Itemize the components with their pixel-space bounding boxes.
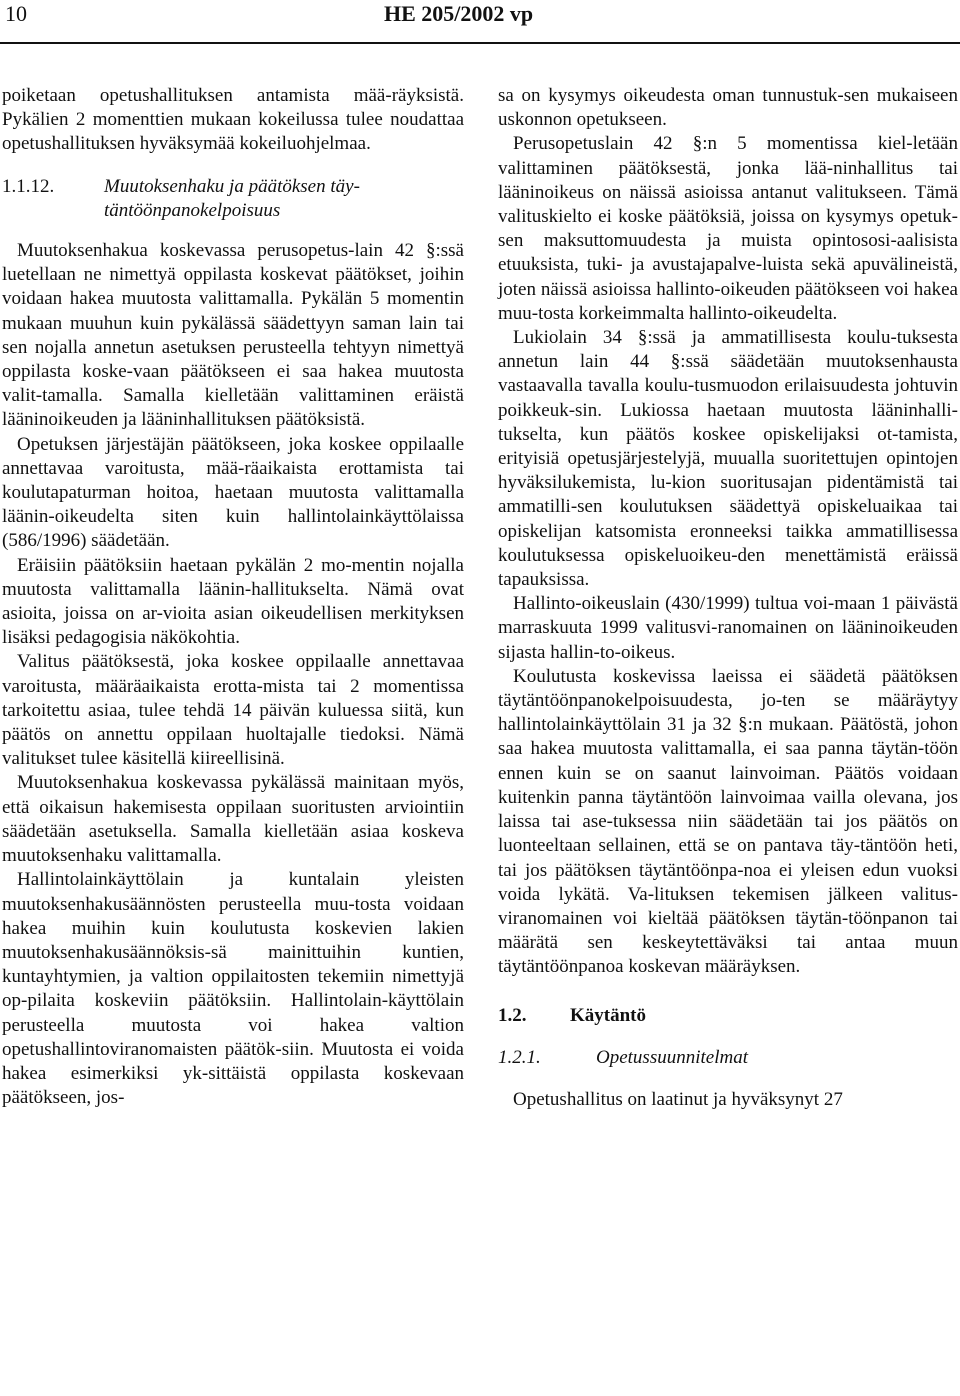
subsection-heading <box>498 1046 958 1070</box>
paragraph: sa on kysymys oikeudesta oman tunnustuk-sen mukaiseen uskonnon opetukseen. <box>498 85 958 131</box>
page-header <box>0 0 960 52</box>
paragraph: Opetushallitus on laatinut ja hyväksynyt 27 <box>513 1088 843 1110</box>
section-heading <box>498 1004 958 1028</box>
paragraph: Hallintolainkäyttölain ja kuntalain yleisten muutoksenhakusäännösten perusteella muu-tosta voidaan hakea muihin kuin koulutusta koskevien lakien muutoksenhakusäännöksis-sä mainittuihin kuntien, kuntayhtymien, ja valtion oppilaitosten tekemiin nimettyjä op-pilaita koskeviin päätöksiin. Hallintolain-käyttölain perusteella muutosta voi hakea valtion opetushallintoviranomaisten päätök-siin. Muutosta ei voida hakea esimerkiksi yk-sittäistä oppilasta koskevaan päätökseen, jos- <box>2 869 464 1109</box>
section-title: Käytäntö <box>570 1004 646 1026</box>
left-column <box>2 84 464 1110</box>
paragraph: Eräisiin päätöksiin haetaan pykälän 2 mo-mentin nojalla muutosta valittamalla läänin-hallitukselta. Nämä ovat asioita, joissa on ar-vioita asian oikeudellisen merkityksen lisäksi pedagogisia näkökohtia. <box>2 554 464 649</box>
page-number: 10 <box>5 1 27 26</box>
paragraph: Hallinto-oikeuslain (430/1999) tultua voi-maan 1 päivästä marraskuuta 1999 valitusvi-ranomainen on lääninoikeuden sijasta hallin-to-oikeus. <box>498 593 958 663</box>
subheading-number: 1.1.12. <box>2 175 55 197</box>
paragraph: Lukiolain 34 §:ssä ja ammatillisesta koulu-tuksesta annetun lain 44 §:ssä säädetään muutoksenhausta vastaavalla tavalla koulu-tusmuodon erilaisuudesta johtuvin poikkeuk-sin. Lukiossa haetaan muutosta lääninhalli-tukselta, kun päätös koskee opiskelijaksi ot-tamista, erityisiä opetusjärjestelyjä, muualla suoritettujen opintojen hyväksilukemista, lu-kion suoritusajan pidentämistä tai ammatilli-sen koulutuksen säädettyä opiskeluaikaa tai opiskelijan katsomista eronneeksi taikka ammatillisessa koulutuksessa opiskeluoikeu-den menettämistä eräissä tapauksissa. <box>498 327 958 591</box>
paragraph: Valitus päätöksestä, joka koskee oppilaalle annettavaa varoitusta, määräaikaista erotta-mista tai 2 momentissa tarkoitettu asiaa, tulee tehdä 14 päivän kuluessa siitä, kun päätös on annettu oppilaan huoltajalle tiedoksi. Nämä valitukset tulee käsitellä kiireellisinä. <box>2 651 464 770</box>
paragraph: Muutoksenhakua koskevassa pykälässä mainitaan myös, että oikaisun hakemisesta oppilaan suoritusten arviointiin säädetään asetuksella. Samalla kielletään asiaa koskeva muutoksenhaku valittamalla. <box>2 772 464 867</box>
paragraph: Muutoksenhakua koskevassa perusopetus-lain 42 §:ssä luetellaan ne nimettyä oppilasta koskevat päätökset, joihin voidaan hakea muutosta valittamalla. Pykälän 5 momentin mukaan muuhun kuin pykälässä säädettyyn saman lain tai sen nojalla annetun asetuksen perusteella tehtyyn nimettyä oppilasta koske-vaan päätökseen ei saa hakea muutosta valit-tamalla. Samalla kielletään valittaminen eräistä lääninoikeuden ja lääninhallituksen päätöksistä. <box>2 240 464 431</box>
subsection-number: 1.2.1. <box>498 1046 541 1068</box>
section-number: 1.2. <box>498 1004 527 1026</box>
paragraph: Koulutusta koskevissa laeissa ei säädetä päätöksen täytäntöönpanokelpoisuudesta, jo-ten se määräytyy hallintolainkäyttölain 31 ja 32 §:n mukaan. Päätöstä, johon saa hakea muutosta valittamalla, ei saa panna täytän-töön ennen kuin se on saanut lainvoiman. Päätös voidaan kuitenkin panna täytäntöön lainvoimaa vailla olevana, jos laissa tai ase-tuksessa niin säädetään tai jos päätös on luonteeltaan sellainen, että se on pantava täy-täntöön heti, tai jos päätöksen täytäntöönpa-noa ei yleisen edun vuoksi voida lykätä. Va-lituksen tekemisen jälkeen valitus-viranomainen voi kieltää päätöksen täytän-töönpanon tai määrätä sen keskeytettäväksi tai antaa muun täytäntöönpanoa koskevan määräyksen. <box>498 665 958 978</box>
header-rule <box>0 42 960 44</box>
paragraph: Perusopetuslain 42 §:n 5 momentissa kiel-letään valittaminen päätöksestä, jonka lää-ninhallitus tai lääninoikeus on näissä asioissa antanut valitukseen. Tämä valituskielto ei koske päätöksiä, joissa on kysymys opetuk-sen maksuttomuudesta ja muista opintososi-aalisista etuuksista, tuki- ja avustajapalve-luista sekä apuvälineistä, joten näissä asioissa hallinto-oikeuden päätökseen voi hakea muu-tosta korkeimmalta hallinto-oikeudelta. <box>498 133 958 324</box>
subheading <box>2 175 464 223</box>
paragraph: poiketaan opetushallituksen antamista mää-räyksistä. Pykälien 2 momenttien mukaan kokeilussa tulee noudattaa opetushallituksen hyväksymää kokeiluohjelmaa. <box>2 85 464 155</box>
document-identifier: HE 205/2002 vp <box>384 1 534 26</box>
paragraph: Opetuksen järjestäjän päätökseen, joka koskee oppilaalle annettavaa varoitusta, mää-räaikaista erottamista tai koulutapaturman hoitoa, haetaan muutosta valittamalla läänin-oikeudelta siten kuin hallintolainkäyttölaissa (586/1996) säädetään. <box>2 433 464 552</box>
subheading-title: Muutoksenhaku ja päätöksen täy-täntöönpanokelpoisuus <box>104 175 360 221</box>
right-column <box>498 84 958 1112</box>
subsection-title: Opetussuunnitelmat <box>596 1046 748 1068</box>
